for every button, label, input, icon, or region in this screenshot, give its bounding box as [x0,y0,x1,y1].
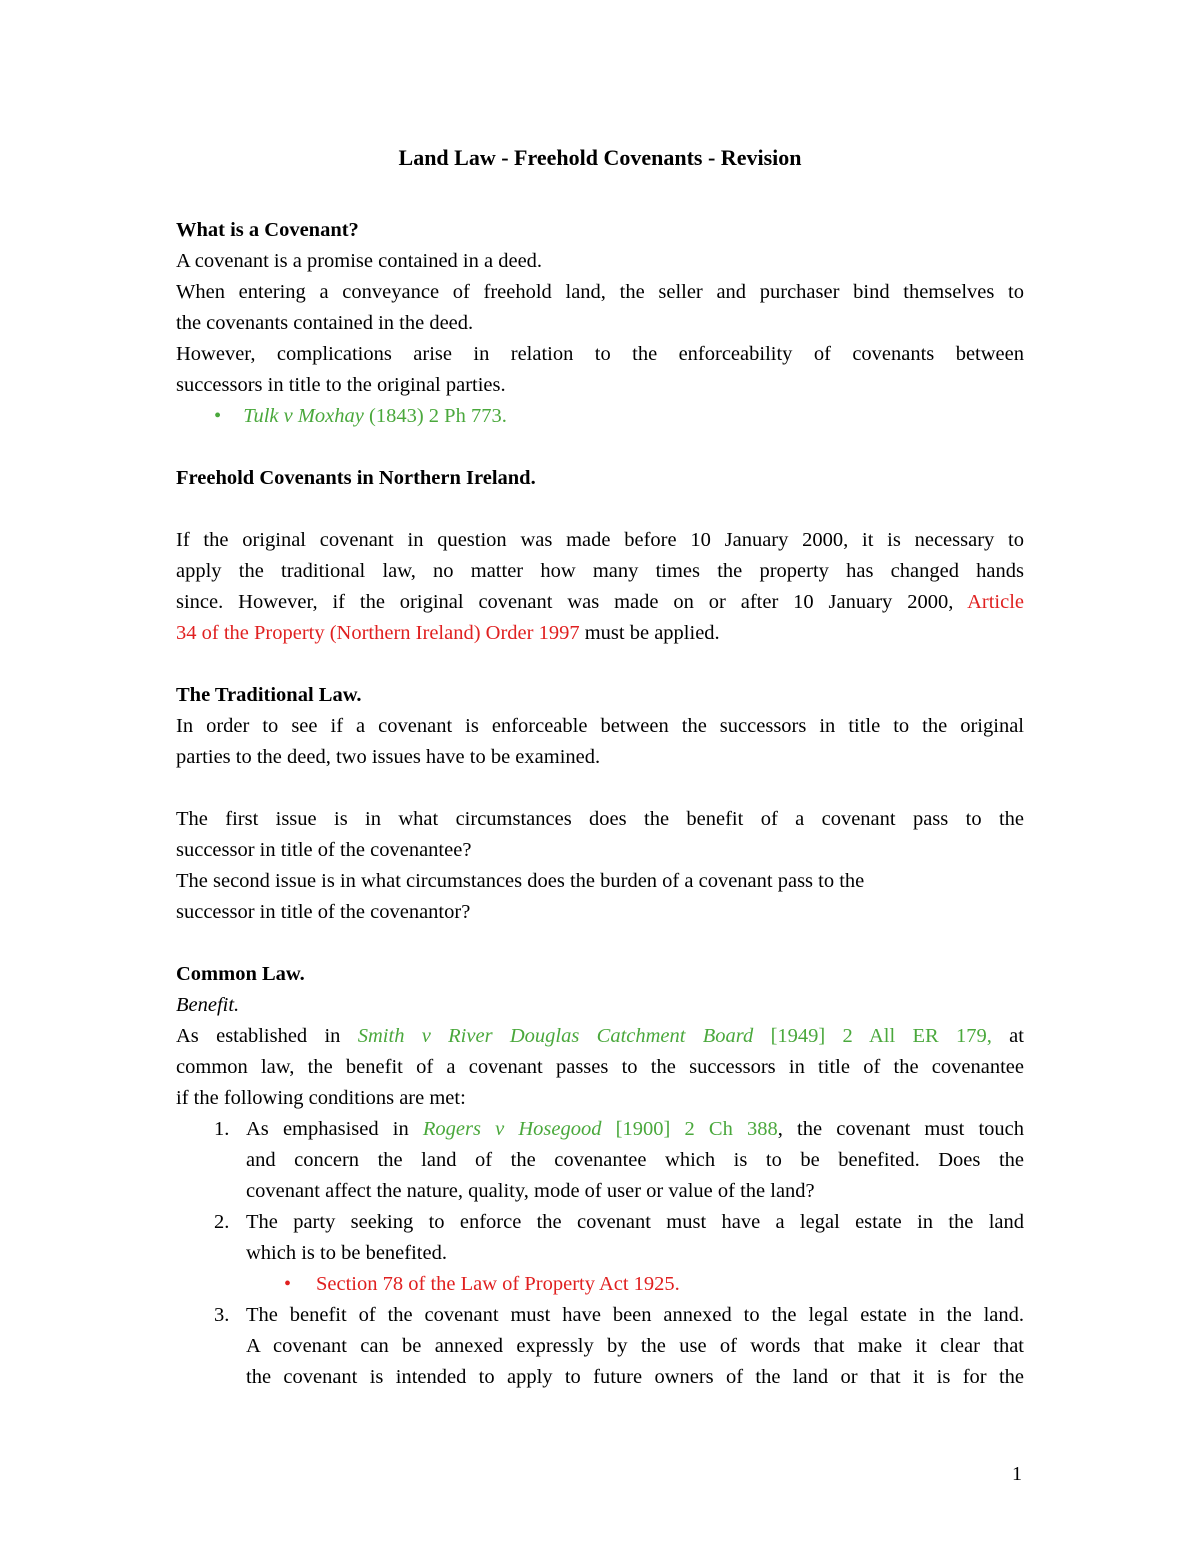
statute-reference: Article [967,591,1024,613]
paragraph-text: at [991,1025,1024,1047]
case-name: Rogers v Hosegood [422,1118,602,1140]
paragraph-line: In order to see if a covenant is enforceable between the successors in title to the original [176,715,1024,737]
list-item-line: and concern the land of the covenantee which is to be benefited. Does the [246,1149,1024,1171]
paragraph-line [176,587,1024,618]
statute-reference: 34 of the Property (Northern Ireland) Order 1997 [176,622,580,644]
subheading-benefit: Benefit. [176,994,240,1016]
section-heading-traditional-law: The Traditional Law. [176,684,362,706]
section-heading-common-law: Common Law. [176,963,305,985]
paragraph-line: The first issue is in what circumstances does the benefit of a covenant pass to the [176,808,1024,830]
paragraph-text: As emphasised in [246,1118,423,1140]
paragraph-line: successor in title of the covenantee? [176,839,472,861]
list-item-line: covenant affect the nature, quality, mode of user or value of the land? [246,1180,815,1202]
list-item-line: the covenant is intended to apply to future owners of the land or that it is for the [246,1366,1024,1388]
document-title: Land Law - Freehold Covenants - Revision [398,145,802,170]
paragraph-line: A covenant is a promise contained in a deed. [176,250,543,272]
paragraph-line: apply the traditional law, no matter how many times the property has changed hands [176,560,1024,582]
paragraph-line [176,1021,1024,1052]
paragraph-text: As established in [176,1025,358,1047]
page-number: 1 [1012,1463,1022,1485]
bullet-icon: • [284,1273,292,1295]
list-item-line: A covenant can be annexed expressly by the use of words that make it clear that [246,1335,1024,1357]
list-item-line: The benefit of the covenant must have been annexed to the legal estate in the land. [246,1304,1024,1326]
paragraph-line: if the following conditions are met: [176,1087,466,1109]
case-citation: [1900] 2 Ch 388 [601,1118,778,1140]
paragraph-line: However, complications arise in relation to the enforceability of covenants between [176,343,1024,365]
section-heading-what-is-covenant: What is a Covenant? [176,219,359,241]
list-item-line: which is to be benefited. [246,1242,447,1264]
statute-reference: Section 78 of the Law of Property Act 1925. [316,1273,680,1295]
case-name: Tulk v Moxhay [243,405,364,427]
case-citation: [1949] 2 All ER 179, [753,1025,992,1047]
paragraph-text: must be applied. [579,622,720,644]
paragraph-line: The second issue is in what circumstances does the burden of a covenant pass to the [176,870,865,892]
list-number: 3. [214,1304,230,1326]
paragraph-line: If the original covenant in question was made before 10 January 2000, it is necessary to [176,529,1024,551]
list-number: 1. [214,1118,230,1140]
list-item-line: The party seeking to enforce the covenant must have a legal estate in the land [246,1211,1024,1233]
list-number: 2. [214,1211,230,1233]
case-citation: (1843) 2 Ph 773. [363,405,507,427]
paragraph-text: , the covenant must touch [777,1118,1025,1140]
case-bullet-item [214,401,1024,432]
paragraph-line: common law, the benefit of a covenant passes to the successors in title of the covenantee [176,1056,1024,1078]
paragraph-line [176,618,1024,649]
paragraph-line: successors in title to the original parties. [176,374,506,396]
paragraph-line: When entering a conveyance of freehold land, the seller and purchaser bind themselves to [176,281,1024,303]
document-page [176,0,1024,1553]
section-heading-northern-ireland: Freehold Covenants in Northern Ireland. [176,467,536,489]
paragraph-line: the covenants contained in the deed. [176,312,474,334]
paragraph-text: since. However, if the original covenant was made on or after 10 January 2000, [176,591,968,613]
case-name: Smith v River Douglas Catchment Board [357,1025,754,1047]
paragraph-line: successor in title of the covenantor? [176,901,471,923]
bullet-icon: • [214,405,222,427]
paragraph-line: parties to the deed, two issues have to be examined. [176,746,601,768]
list-item-line [246,1114,1024,1145]
